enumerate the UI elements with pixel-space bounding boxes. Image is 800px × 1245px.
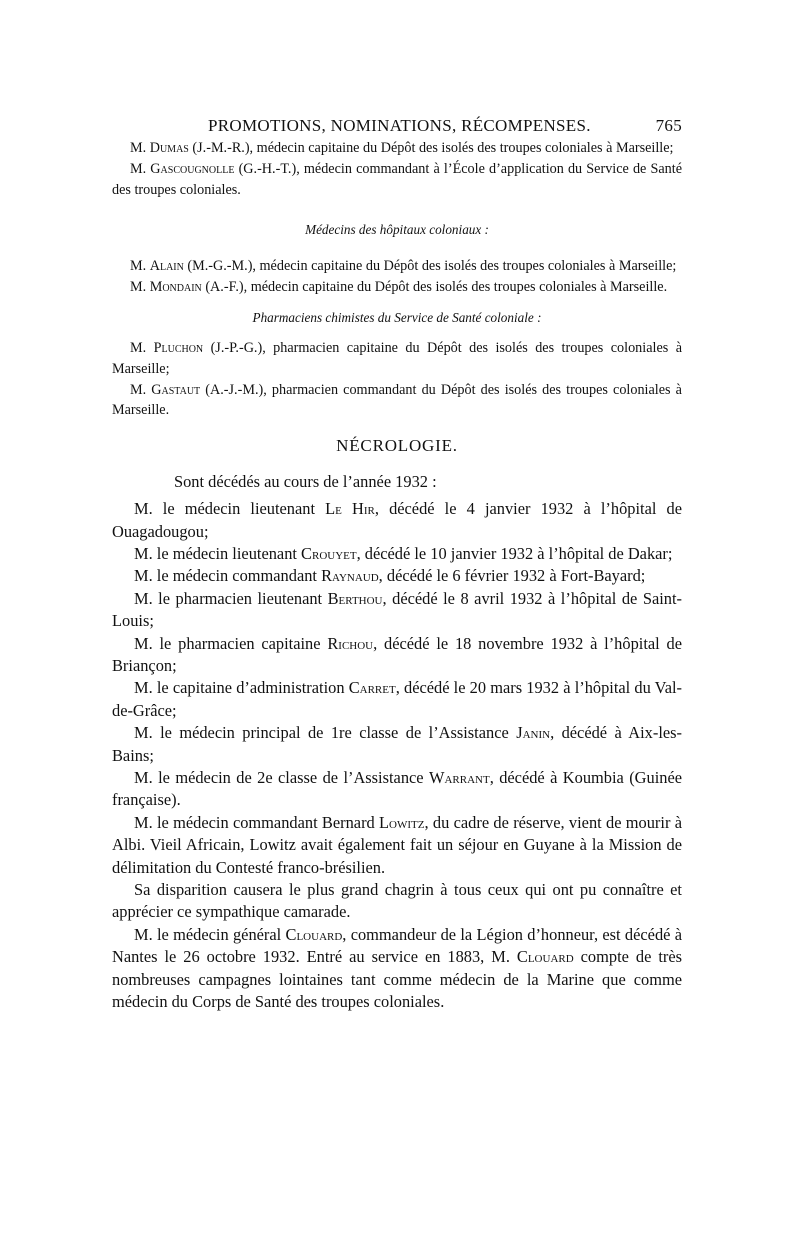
paragraph: M. Pluchon (J.-P.-G.), pharmacien capitaine du Dépôt des isolés des troupes coloniales à Marseille; [112, 339, 682, 377]
person-name: Crouyet [301, 543, 357, 563]
person-name: Gastaut [151, 381, 201, 398]
obituary-paragraph: M. le médecin lieutenant Crouyet, décédé le 10 janvier 1932 à l’hôpital de Dakar; [134, 543, 673, 563]
section-pharmaciens [112, 338, 682, 421]
person-name: Clouard [516, 947, 574, 967]
person-name: Berthou [327, 588, 383, 608]
section-promotions [112, 138, 682, 200]
obituary-paragraph: M. le pharmacien capitaine Richou, décédé le 18 novembre 1932 à l’hôpital de Briançon; [112, 633, 682, 676]
section-necrologie [112, 498, 682, 1013]
person-name: Lowitz [379, 812, 425, 832]
obituary-paragraph: M. le médecin général Clouard, commandeur de la Légion d’honneur, est décédé à Nantes le 26 octobre 1932. Entré au service en 1883, M. Clouard compte de très nombreuses campagnes lointaines tant comme médecin de la Marine que comme médecin du Corps de Santé des troupes coloniales. [112, 924, 683, 1012]
obituary-paragraph: M. le médecin de 2e classe de l’Assistance Warrant, décédé à Koumbia (Guinée française). [112, 768, 682, 810]
person-name: Le Hir [325, 499, 375, 519]
paragraph: M. Alain (M.-G.-M.), médecin capitaine du Dépôt des isolés des troupes coloniales à Marseille; [130, 258, 677, 275]
paragraph: M. Dumas (J.-M.-R.), médecin capitaine du Dépôt des isolés des troupes coloniales à Marseille; [130, 140, 674, 156]
person-name: Carret [348, 678, 396, 698]
necrologie-intro: Sont décédés au cours de l’année 1932 : [174, 472, 437, 492]
person-name: Pluchon [153, 339, 204, 356]
subheading-medecins-hopitaux: Médecins des hôpitaux coloniaux : [305, 222, 489, 238]
person-name: Richou [327, 633, 374, 653]
person-name: Mondain [149, 279, 202, 296]
page-number: 765 [655, 116, 682, 135]
obituary-paragraph: M. le médecin lieutenant Le Hir, décédé le 4 janvier 1932 à l’hôpital de Ouagadougou; [112, 499, 682, 541]
obituary-paragraph: Sa disparition causera le plus grand chagrin à tous ceux qui ont pu connaître et apprécier ce sympathique camarade. [112, 880, 682, 922]
person-name: Janin [516, 723, 551, 743]
obituary-paragraph: M. le médecin commandant Bernard Lowitz, du cadre de réserve, vient de mourir à Albi. Vieil Africain, Lowitz avait également fait un séjour en Guyane à la Mission de délimitation du Contesté franco-brésilien. [112, 812, 682, 877]
obituary-paragraph: M. le capitaine d’administration Carret, décédé le 20 mars 1932 à l’hôpital du Val-de-Grâce; [112, 678, 682, 720]
obituary-paragraph: M. le médecin principal de 1re classe de l’Assistance Janin, décédé à Aix-les-Bains; [112, 723, 682, 765]
person-name: Raynaud [321, 566, 379, 586]
obituary-paragraph: M. le médecin commandant Raynaud, décédé le 6 février 1932 à Fort-Bayard; [134, 566, 646, 586]
person-name: Warrant [428, 768, 490, 788]
paragraph: M. Gastaut (A.-J.-M.), pharmacien commandant du Dépôt des isolés des troupes coloniales à Marseille. [112, 381, 682, 419]
subheading-pharmaciens: Pharmaciens chimistes du Service de Santé coloniale : [252, 309, 542, 325]
necrologie-heading: NÉCROLOGIE. [336, 436, 458, 456]
person-name: Gascougnolle [150, 160, 235, 177]
paragraph: M. Gascougnolle (G.-H.-T.), médecin commandant à l’École d’application du Service de Santé des troupes coloniales. [112, 160, 682, 198]
person-name: Dumas [149, 140, 189, 156]
person-name: Alain [149, 258, 184, 275]
person-name: Clouard [285, 924, 343, 944]
section-medecins-hopitaux [112, 256, 682, 298]
running-header [112, 112, 682, 138]
obituary-paragraph: M. le pharmacien lieutenant Berthou, décédé le 8 avril 1932 à l’hôpital de Saint-Louis; [112, 588, 682, 631]
paragraph: M. Mondain (A.-F.), médecin capitaine du Dépôt des isolés des troupes coloniales à Marseille. [130, 279, 668, 296]
header-title: PROMOTIONS, NOMINATIONS, RÉCOMPENSES. [208, 116, 591, 135]
page [112, 112, 682, 1014]
